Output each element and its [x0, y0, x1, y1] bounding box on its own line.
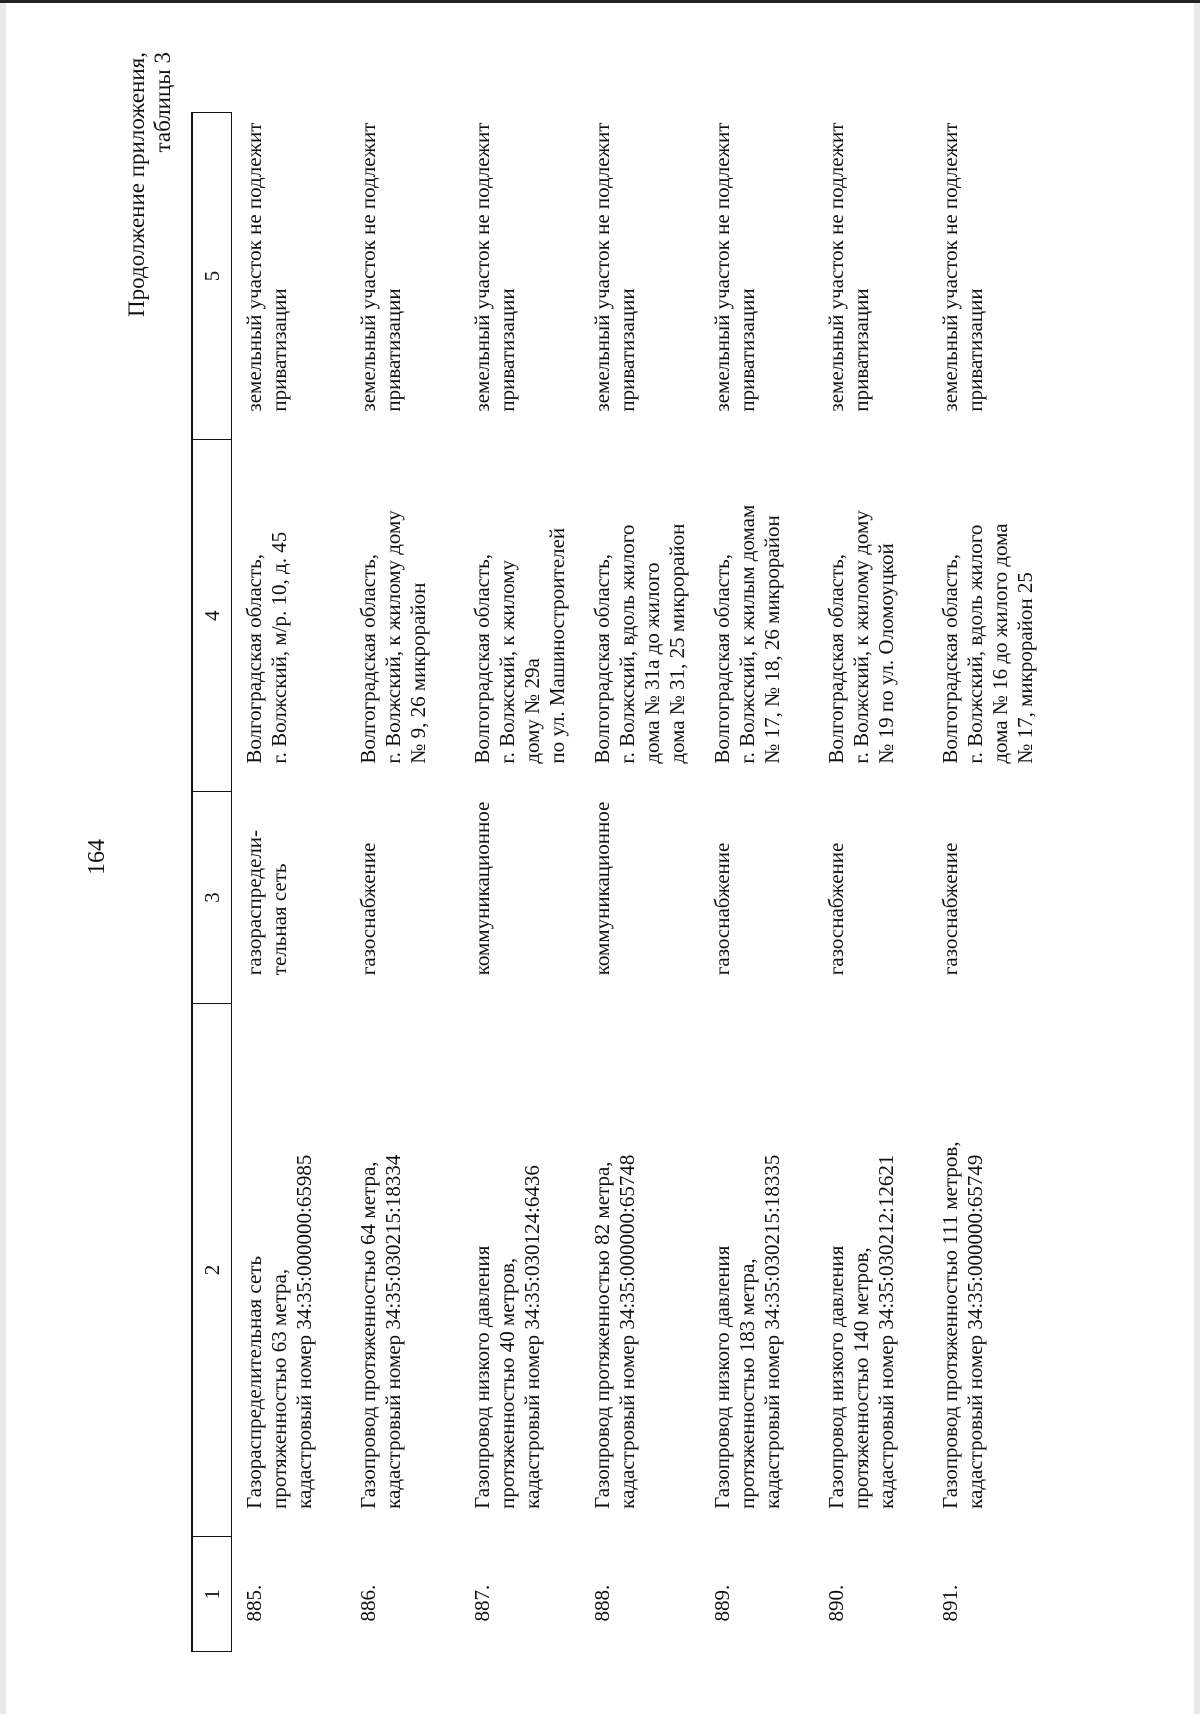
address-line: Волгоградская область,: [589, 554, 614, 764]
address-line: г. Волжский, к жилому: [494, 560, 519, 764]
note-line: земельный участок не подлежит: [937, 122, 962, 412]
address-line: Волгоградская область,: [709, 554, 734, 764]
note-line: земельный участок не подлежит: [355, 122, 380, 412]
cell-row-number: 887.: [469, 1584, 494, 1622]
table-row: [346, 113, 460, 1652]
object-name-line: кадастровый номер 34:35:030215:18334: [380, 1154, 405, 1509]
note-line: приватизации: [494, 288, 519, 412]
table-row: [460, 113, 580, 1652]
object-name-line: кадастровый номер 34:35:030215:18335: [759, 1154, 784, 1509]
cell-note: [928, 113, 1048, 440]
object-name-line: Газопровод низкого давления: [469, 1245, 494, 1509]
object-name-line: Газопровод низкого давления: [709, 1245, 734, 1509]
address-line: г. Волжский, м/р. 10, д. 45: [267, 531, 291, 764]
cell-address: [346, 440, 460, 792]
object-name-line: Газопровод протяженностью 82 метра,: [589, 1161, 614, 1509]
header-col-2: 2: [192, 1003, 232, 1537]
cell-purpose: [232, 792, 346, 1004]
cell-purpose: [580, 792, 700, 1004]
cell-object-name: [928, 1003, 1048, 1537]
table-row: [814, 113, 928, 1652]
table-row: [580, 113, 700, 1652]
scan-edge: [0, 0, 1200, 3]
address-line: г. Волжский, вдоль жилого: [614, 524, 639, 764]
continuation-line-2: таблицы 3: [150, 52, 175, 153]
cell-object-name: [346, 1003, 460, 1537]
address-line: Волгоградская область,: [242, 554, 266, 764]
cell-purpose: [928, 792, 1048, 1004]
header-row: [192, 113, 232, 1652]
table-row: [700, 113, 814, 1652]
table-body: [232, 113, 1048, 1652]
object-name-line: кадастровый номер 34:35:000000:65748: [614, 1154, 639, 1509]
cell-object-name: [460, 1003, 580, 1537]
address-line: г. Волжский, к жилому дому: [848, 510, 873, 764]
cell-row-number: 886.: [355, 1584, 380, 1622]
address-line: г. Волжский, к жилым домам: [734, 504, 759, 764]
object-name-line: протяженностью 40 метров,: [494, 1257, 519, 1509]
header-col-5: 5: [192, 113, 232, 440]
cell-row-number: 889.: [709, 1584, 734, 1622]
cell-object-name: [232, 1003, 346, 1537]
purpose-line: коммуникационное: [589, 801, 614, 976]
address-line: № 17, микрорайон 25: [1012, 572, 1037, 764]
cell-note: [580, 113, 700, 440]
note-line: земельный участок не подлежит: [823, 122, 848, 412]
table-row: [928, 113, 1048, 1652]
cell-object-name: [814, 1003, 928, 1537]
address-line: Волгоградская область,: [355, 554, 380, 764]
cell-note: [700, 113, 814, 440]
object-name-line: Газораспределительная сеть: [242, 1255, 266, 1509]
object-name-line: Газопровод низкого давления: [823, 1245, 848, 1509]
purpose-line: газоснабжение: [937, 842, 962, 976]
note-line: земельный участок не подлежит: [589, 122, 614, 412]
continuation-caption: [124, 52, 176, 317]
cell-note: [346, 113, 460, 440]
object-name-line: кадастровый номер 34:35:000000:65749: [962, 1154, 987, 1509]
address-line: дома № 31а до жилого: [639, 562, 664, 764]
purpose-line: тельная сеть: [267, 863, 291, 976]
address-line: по ул. Машиностроителей: [544, 527, 569, 764]
note-line: приватизации: [962, 288, 987, 412]
address-line: г. Волжский, к жилому дому: [380, 510, 405, 764]
address-line: Волгоградская область,: [469, 554, 494, 764]
object-name-line: кадастровый номер 34:35:030124:6436: [519, 1165, 544, 1509]
note-line: приватизации: [267, 288, 291, 412]
purpose-line: коммуникационное: [469, 801, 494, 976]
address-line: Волгоградская область,: [937, 554, 962, 764]
address-line: дома № 31, 25 микрорайон: [664, 523, 689, 764]
note-line: земельный участок не подлежит: [242, 122, 266, 412]
property-table: [191, 112, 1048, 1652]
object-name-line: протяженностью 63 метра,: [267, 1268, 291, 1509]
cell-note: [814, 113, 928, 440]
address-line: дому № 29а: [519, 658, 544, 764]
note-line: земельный участок не подлежит: [709, 122, 734, 412]
table-row: [232, 113, 346, 1652]
note-line: земельный участок не подлежит: [469, 122, 494, 412]
cell-address: [814, 440, 928, 792]
cell-row-number: 885.: [242, 1584, 266, 1622]
object-name-line: кадастровый номер 34:35:000000:65985: [292, 1154, 316, 1509]
header-col-1: 1: [192, 1537, 232, 1652]
address-line: г. Волжский, вдоль жилого: [962, 524, 987, 764]
continuation-line-1: Продолжение приложения,: [124, 52, 149, 317]
purpose-line: газоснабжение: [823, 842, 848, 976]
cell-note: [232, 113, 346, 440]
cell-address: [460, 440, 580, 792]
purpose-line: газораспредели-: [242, 829, 266, 976]
address-line: № 17, № 18, 26 микрорайон: [759, 515, 784, 764]
purpose-line: газоснабжение: [709, 842, 734, 976]
note-line: приватизации: [614, 288, 639, 412]
cell-address: [580, 440, 700, 792]
cell-purpose: [700, 792, 814, 1004]
address-line: № 9, 26 микрорайон: [405, 582, 430, 764]
header-col-4: 4: [192, 440, 232, 792]
cell-row-number: 891.: [937, 1584, 962, 1622]
object-name-line: Газопровод протяженностью 111 метров,: [937, 1141, 962, 1509]
header-col-3: 3: [192, 792, 232, 1004]
address-line: № 19 по ул. Оломоуцкой: [873, 543, 898, 764]
note-line: приватизации: [848, 288, 873, 412]
purpose-line: газоснабжение: [355, 842, 380, 976]
cell-address: [700, 440, 814, 792]
cell-row-number: 890.: [823, 1584, 848, 1622]
address-line: Волгоградская область,: [823, 554, 848, 764]
cell-row-number: 888.: [589, 1584, 614, 1622]
page-number: 164: [84, 839, 110, 875]
cell-address: [232, 440, 346, 792]
cell-address: [928, 440, 1048, 792]
object-name-line: протяженностью 183 метра,: [734, 1258, 759, 1509]
cell-object-name: [700, 1003, 814, 1537]
cell-purpose: [346, 792, 460, 1004]
object-name-line: кадастровый номер 34:35:030212:12621: [873, 1154, 898, 1509]
address-line: дома № 16 до жилого дома: [987, 523, 1012, 764]
rotated-content: [6, 0, 1200, 1714]
object-name-line: Газопровод протяженностью 64 метра,: [355, 1161, 380, 1509]
cell-note: [460, 113, 580, 440]
document-page: [6, 0, 1194, 1714]
note-line: приватизации: [734, 288, 759, 412]
cell-purpose: [814, 792, 928, 1004]
cell-object-name: [580, 1003, 700, 1537]
cell-purpose: [460, 792, 580, 1004]
object-name-line: протяженностью 140 метров,: [848, 1247, 873, 1509]
note-line: приватизации: [380, 288, 405, 412]
